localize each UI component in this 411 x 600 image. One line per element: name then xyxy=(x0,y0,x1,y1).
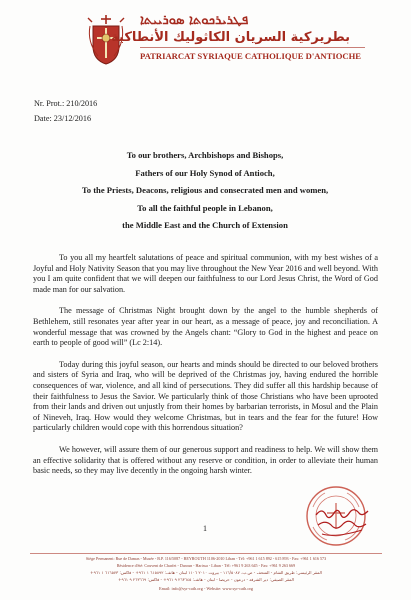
body-paragraph: The message of Christmas Night brought down by the angel to the humble shepherds of Bethlehem, still resonates year after year in our heart, as a message of peace, joy and reconciliation. A wonderful message that was crowned by the Angels chant: “Glory to God in the highest and peace on earth to people of good will” (Lc 2:14). xyxy=(33,306,378,348)
protocol-number: Nr. Prot.: 210/2016 xyxy=(34,99,98,108)
letterhead-divider xyxy=(140,47,365,48)
address-line: To the Priests, Deacons, religious and consecrated men and women, xyxy=(81,185,329,195)
letter-body xyxy=(33,253,378,488)
letter-date: Date: 23/12/2016 xyxy=(34,114,92,123)
letterhead-arabic-name: بطريركية السريان الكاثوليك الأنطاكية xyxy=(111,30,350,45)
letterhead-syriac-name: ܦܛܪܝܪܟܘܬܐ ܣܘܪܝܝܬܐ xyxy=(140,13,249,28)
patriarch-signature xyxy=(312,503,372,543)
page-number: 1 xyxy=(203,524,207,533)
address-line: the Middle East and the Church of Extension xyxy=(122,220,288,230)
address-line: To our brothers, Archbishops and Bishops, xyxy=(126,150,284,160)
footer-contact-line: Email: info@syr-cath.org - Website: www.syr-cath.org xyxy=(159,586,253,591)
footer-address-line: Siège Permanent: Rue de Damas - Musée - B.P. 116/5087 - BEYROUTH 1106-2010 Liban - Tél: +961 1 615 892 - 615 893 - Fax: +961 1 616 573 xyxy=(85,556,327,561)
address-line: Fathers of our Holy Synod of Antioch, xyxy=(135,167,275,178)
address-block xyxy=(30,147,380,235)
body-paragraph: Today during this joyful season, our hearts and minds should be directed to our beloved brothers and sisters of Syria and Iraq, who will be deprived of the Christmas joy, having endured the horrible consequences of war, violence, and all kind of persecutions. They did suffer all this hardship because of their faithfulness to Jesus the Savior. We particularly think of those Christians who have been uprooted from their lands and driven out unjustly from their homes by barbarian terrorists, in Mosul and the Plain of Nineveh, Iraq. How would they welcome Christmas, but in tears and the fear for the future! How particularly children would cope with this horrendous situation? xyxy=(33,359,378,433)
letterhead-latin-name: PATRIARCAT SYRIAQUE CATHOLIQUE D'ANTIOCHE xyxy=(140,51,361,61)
body-paragraph: To you all my heartfelt salutations of peace and spiritual communion, with my best wishes of a Joyful and Holy Nativity Season that you may live throughout the New Year 2016 and well beyond. With you I am quite confident that we will deepen our faithfulness to our Lord Jesus Christ, the Word of God made man for our salvation. xyxy=(33,253,378,294)
address-line: To all the faithful people in Lebanon, xyxy=(137,202,273,213)
body-paragraph: We however, will assure them of our generous support and readiness to help. We will show them an effective solidarity that is offered without any reserve or condition, in order to alleviate their human basic needs, so they may live decently in the ongoing harsh winter. xyxy=(33,444,378,476)
footer-divider xyxy=(30,553,382,554)
footer-address-line: المقر الرئيسي: طريق الشام - المتحف - ص.ب. ١١٦/٥٠٨٧ - بيروت ٢٠١٠ ١١٠٦ لبنان - هاتف: ٦١٥٨٩٢ ١ ٩٦١+ - فاكس: ٦١٦٥٧٣ ١ ٩٦١+ xyxy=(90,570,322,575)
footer-address-line: Résidence d'été: Couvent de Charfet - Daroun - Harissa - Liban - Tél: +961 9 263 645 - Fax: +961 9 263 669 xyxy=(116,563,296,568)
footer-address-line: المقر الصيفي: دير الشرفة - درعون - حريصا - لبنان - هاتف: ٢٦٣٦٤٥ ٩ ٩٦١+ - فاكس: ٢٦٣٦٦٩ ٩ ٩٦١+ xyxy=(118,577,294,582)
